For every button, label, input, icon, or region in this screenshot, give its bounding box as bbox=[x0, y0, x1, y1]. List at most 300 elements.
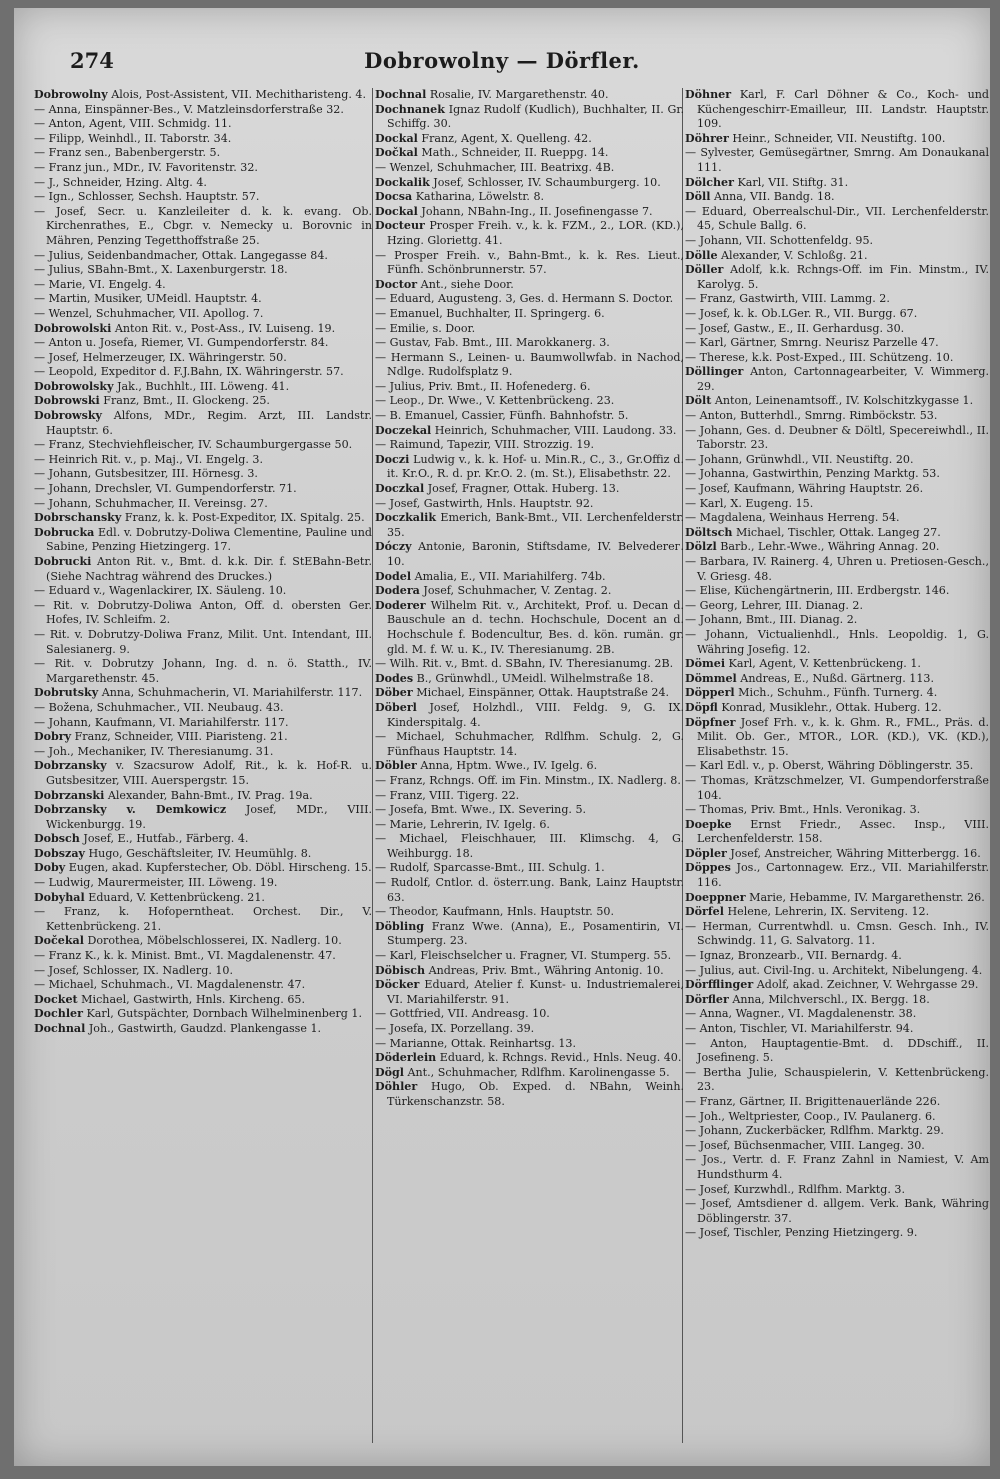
entry-details: — Barbara, IV. Rainerg. 4, Uhren u. Pretiosen-Gesch., V. Griesg. 48. bbox=[685, 555, 989, 583]
column-divider bbox=[372, 88, 373, 1443]
entry-surname: Dölle bbox=[685, 248, 718, 262]
directory-entry bbox=[375, 292, 684, 307]
entry-details: — Karl, X. Eugeng. 15. bbox=[685, 496, 814, 510]
directory-entry bbox=[685, 249, 989, 264]
directory-entry bbox=[34, 686, 372, 701]
entry-details: — Jos., Vertr. d. F. Franz Zahnl in Namiest, V. Am Hundsthurm 4. bbox=[685, 1153, 989, 1181]
directory-entry bbox=[375, 511, 684, 540]
entry-details: — Hermann S., Leinen- u. Baumwollwfab. in Nachod, Ndlge. Rudolfsplatz 9. bbox=[375, 350, 684, 379]
directory-entry bbox=[375, 599, 684, 657]
directory-entry bbox=[375, 570, 684, 585]
directory-entry bbox=[685, 599, 989, 614]
entry-details: Michael, Gastwirth, Hnls. Kircheng. 65. bbox=[77, 992, 305, 1006]
directory-entry bbox=[34, 599, 372, 628]
entry-details: — Julius, Seidenbandmacher, Ottak. Langegasse 84. bbox=[34, 248, 328, 262]
entry-details: Franz, k. k. Post-Expeditor, IX. Spitalg. 25. bbox=[121, 511, 365, 525]
directory-entry bbox=[375, 394, 684, 409]
entry-details: Anton, Leinenamtsoff., IV. Kolschitzkygasse 1. bbox=[711, 394, 974, 408]
entry-surname: Doczkalik bbox=[375, 511, 437, 525]
directory-entry bbox=[685, 336, 989, 351]
entry-details: Karl, F. Carl Döhner & Co., Koch- und Küchengeschirr-Emailleur, III. Landstr. Hauptstr. 109. bbox=[697, 88, 989, 131]
entry-details: — Theodor, Kaufmann, Hnls. Hauptstr. 50. bbox=[375, 905, 614, 919]
entry-details: B., Grünwhdl., UMeidl. Wilhelmstraße 18. bbox=[413, 671, 654, 685]
entry-surname: Dobrucki bbox=[34, 555, 92, 568]
directory-entry bbox=[34, 146, 372, 161]
directory-entry bbox=[685, 847, 989, 862]
directory-entry bbox=[34, 117, 372, 132]
directory-entry bbox=[685, 891, 989, 906]
entry-details: — Johann, Drechsler, VI. Gumpendorferstr. 71. bbox=[34, 482, 297, 496]
directory-entry bbox=[685, 482, 989, 497]
entry-details: — Johann, Schuhmacher, II. Vereinsg. 27. bbox=[34, 496, 268, 510]
directory-entry bbox=[685, 424, 989, 453]
entry-details: Joh., Gastwirth, Gaudzd. Plankengasse 1. bbox=[85, 1022, 322, 1035]
directory-entry bbox=[375, 964, 684, 979]
directory-entry bbox=[685, 964, 989, 979]
entry-details: Franz Wwe. (Anna), E., Posamentirin, VI. Stumperg. 23. bbox=[387, 919, 684, 948]
entry-surname: Dobrowski bbox=[34, 394, 100, 408]
entry-surname: Dodel bbox=[375, 569, 412, 583]
entry-surname: Doepke bbox=[685, 817, 732, 831]
entry-details: Mich., Schuhm., Fünfh. Turnerg. 4. bbox=[734, 686, 938, 700]
entry-details: — Ludwig, Maurermeister, III. Löweng. 19. bbox=[34, 876, 278, 890]
directory-entry bbox=[685, 993, 989, 1008]
directory-entry bbox=[375, 307, 684, 322]
directory-entry bbox=[34, 847, 372, 862]
directory-entry bbox=[34, 292, 372, 307]
entry-details: — Johann, Grünwhdl., VII. Neustiftg. 20. bbox=[685, 452, 914, 466]
directory-entry bbox=[375, 322, 684, 337]
directory-entry bbox=[375, 584, 684, 599]
entry-details: Wilhelm Rit. v., Architekt, Prof. u. Decan d. Bauschule an d. techn. Hochschule, Docent an d. Hochschule f. Bodencultur, Bes. d. kön. rumän. gr. gld. M. f. W. u. K., IV. Theresianumg. 2B. bbox=[387, 598, 684, 656]
entry-surname: Döbler bbox=[375, 759, 417, 773]
entry-details: Adolf, akad. Zeichner, V. Wehrgasse 29. bbox=[753, 978, 979, 992]
directory-entry bbox=[685, 1110, 989, 1125]
directory-entry bbox=[375, 453, 684, 482]
directory-entry bbox=[375, 161, 684, 176]
directory-entry bbox=[685, 511, 989, 526]
entry-details: — Marie, Lehrerin, IV. Igelg. 6. bbox=[375, 817, 550, 831]
entry-details: Michael, Einspänner, Ottak. Hauptstraße 24. bbox=[412, 686, 670, 700]
entry-details: — Josef, Secr. u. Kanzleileiter d. k. k. evang. Ob. Kirchenrathes, E., Cbgr. v. Nemecky u. Borovnic in Mähren, Penzing Tegetthoffstraße 25. bbox=[34, 204, 372, 247]
directory-entry bbox=[685, 1066, 989, 1095]
entry-details: — Franz jun., MDr., IV. Favoritenstr. 32. bbox=[34, 160, 258, 174]
entry-surname: Doeppner bbox=[685, 890, 746, 904]
directory-entry bbox=[685, 628, 989, 657]
directory-entry bbox=[685, 526, 989, 541]
directory-entry bbox=[34, 511, 372, 526]
entry-details: Anna, Hptm. Wwe., IV. Igelg. 6. bbox=[416, 759, 598, 773]
entry-surname: Dörfel bbox=[685, 905, 724, 919]
entry-details: — Julius, aut. Civil-Ing. u. Architekt, Nibelungeng. 4. bbox=[685, 963, 983, 977]
directory-entry bbox=[685, 540, 989, 555]
entry-surname: Dörfflinger bbox=[685, 978, 754, 992]
entry-surname: Dobrowsky bbox=[34, 409, 102, 423]
entry-details: — Julius, SBahn-Bmt., X. Laxenburgerstr. 18. bbox=[34, 263, 288, 277]
entry-details: Barb., Lehr.-Wwe., Währing Annag. 20. bbox=[716, 540, 940, 554]
entry-details: — Johann, Ges. d. Deubner & Döltl, Specereiwhdl., II. Taborstr. 23. bbox=[685, 423, 989, 452]
directory-entry bbox=[375, 497, 684, 512]
directory-entry bbox=[685, 978, 989, 993]
directory-entry bbox=[375, 424, 684, 439]
entry-surname: Doby bbox=[34, 861, 66, 875]
directory-entry bbox=[34, 526, 372, 555]
entry-details: — Anna, Einspänner-Bes., V. Matzleinsdorferstraße 32. bbox=[34, 102, 344, 116]
entry-details: Emerich, Bank-Bmt., VII. Lerchenfelderstr. 35. bbox=[387, 511, 684, 539]
entry-surname: Dobrowolsky bbox=[34, 379, 114, 393]
directory-entry bbox=[34, 993, 372, 1008]
directory-entry bbox=[685, 613, 989, 628]
entry-details: Hugo, Geschäftsleiter, IV. Heumühlg. 8. bbox=[84, 846, 312, 860]
directory-entry bbox=[685, 1095, 989, 1110]
entry-details: — Eduard v., Wagenlackirer, IX. Säuleng. 10. bbox=[34, 584, 287, 598]
directory-entry bbox=[34, 482, 372, 497]
directory-entry bbox=[375, 686, 684, 701]
entry-details: — Karl, Fleischselcher u. Fragner, VI. Stumperg. 55. bbox=[375, 949, 672, 963]
entry-details: Ant., Schuhmacher, Rdlfhm. Karolinengasse 5. bbox=[404, 1065, 670, 1079]
entry-details: — Joh., Weltpriester, Coop., IV. Paulanerg. 6. bbox=[685, 1109, 936, 1123]
directory-entry bbox=[375, 818, 684, 833]
directory-entry bbox=[375, 380, 684, 395]
page-number: 274 bbox=[70, 48, 114, 73]
entry-details: Eduard, Atelier f. Kunst- u. Industriemalerei, VI. Mariahilferstr. 91. bbox=[387, 978, 684, 1006]
entry-surname: Döbisch bbox=[375, 963, 426, 977]
directory-entry bbox=[375, 409, 684, 424]
directory-entry bbox=[685, 234, 989, 249]
entry-details: Rosalie, IV. Margarethenstr. 40. bbox=[426, 88, 609, 101]
entry-details: — Julius, Priv. Bmt., II. Hofenederg. 6. bbox=[375, 379, 591, 393]
entry-surname: Dölt bbox=[685, 394, 712, 408]
directory-entry bbox=[34, 628, 372, 657]
directory-entry bbox=[375, 146, 684, 161]
entry-surname: Döller bbox=[685, 263, 724, 277]
entry-details: Adolf, k.k. Rchngs-Off. im Fin. Minstm., IV. Karolyg. 5. bbox=[697, 263, 989, 291]
directory-entry bbox=[685, 1153, 989, 1182]
directory-entry bbox=[34, 380, 372, 395]
entry-details: — Ign., Schlosser, Sechsh. Hauptstr. 57. bbox=[34, 190, 260, 204]
directory-entry bbox=[685, 818, 989, 847]
entry-surname: Dobrucka bbox=[34, 525, 95, 539]
entry-surname: Dobrowolski bbox=[34, 321, 112, 335]
directory-entry bbox=[375, 540, 684, 569]
entry-details: — Johann, Kaufmann, VI. Mariahilferstr. 117. bbox=[34, 715, 289, 729]
entry-surname: Döllinger bbox=[685, 365, 744, 379]
directory-entry bbox=[685, 803, 989, 818]
entry-details: — Rit. v. Dobrutzy-Doliwa Franz, Milit. Unt. Intendant, III. Salesianerg. 9. bbox=[34, 627, 372, 656]
entry-surname: Döpler bbox=[685, 846, 727, 860]
entry-surname: Döhrer bbox=[685, 131, 729, 145]
directory-entry bbox=[34, 789, 372, 804]
directory-entry bbox=[34, 190, 372, 205]
entry-details: Math., Schneider, II. Rueppg. 14. bbox=[417, 146, 609, 160]
entry-details: Ludwig v., k. k. Hof- u. Min.R., C., 3., Gr.Offiz d. it. Kr.O., R. d. pr. Kr.O. 2. (m. St.), Elisabethstr. 22. bbox=[387, 452, 684, 481]
directory-entry bbox=[34, 949, 372, 964]
entry-details: Anna, VII. Bandg. 18. bbox=[710, 190, 835, 204]
entry-details: Anton, Cartonnagearbeiter, V. Wimmerg. 29. bbox=[697, 365, 989, 393]
directory-entry bbox=[685, 905, 989, 920]
entry-surname: Dockalik bbox=[375, 175, 430, 189]
directory-entry bbox=[34, 584, 372, 599]
entry-details: Antonie, Baronin, Stiftsdame, IV. Belvederег. 10. bbox=[387, 540, 684, 568]
entry-details: Anton Rit. v., Bmt. d. k.k. Dir. f. StEBahn-Betr. (Siehe Nachtrag während des Druckes.) bbox=[46, 555, 372, 583]
directory-entry bbox=[34, 701, 372, 716]
directory-entry bbox=[375, 205, 684, 220]
directory-column-2 bbox=[375, 88, 684, 1448]
entry-surname: Döhner bbox=[685, 88, 732, 101]
directory-entry bbox=[685, 146, 989, 175]
entry-details: Josef, MDr., VIII. Wickenburgg. 19. bbox=[46, 803, 372, 831]
entry-details: Karl, Gutspächter, Dornbach Wilhelminenberg 1. bbox=[82, 1007, 362, 1021]
entry-surname: Döderlein bbox=[375, 1051, 437, 1065]
entry-surname: Dočekal bbox=[34, 934, 84, 948]
directory-entry bbox=[685, 1197, 989, 1226]
directory-entry bbox=[375, 861, 684, 876]
entry-surname: Docteur bbox=[375, 219, 425, 233]
entry-details: Marie, Hebamme, IV. Margarethenstr. 26. bbox=[745, 890, 985, 904]
entry-details: — Anna, Wagner., VI. Magdalenenstr. 38. bbox=[685, 1007, 917, 1021]
entry-details: Johann, NBahn-Ing., II. Josefinengasse 7. bbox=[417, 204, 653, 218]
entry-details: v. Szacsurow Adolf, Rit., k. k. Hof-R. u. Gutsbesitzer, VIII. Auerspergstr. 15. bbox=[46, 759, 372, 787]
directory-entry bbox=[375, 351, 684, 380]
entry-details: — Franz, Gastwirth, VIII. Lammg. 2. bbox=[685, 292, 890, 306]
entry-details: Ant., siehe Door. bbox=[417, 277, 514, 291]
entry-surname: Dobrzansky bbox=[34, 759, 107, 773]
directory-entry bbox=[685, 686, 989, 701]
entry-details: — Johann, VII. Schottenfeldg. 95. bbox=[685, 233, 874, 247]
entry-details: Josef, Schuhmacher, V. Zentag. 2. bbox=[419, 584, 612, 598]
directory-entry bbox=[375, 249, 684, 278]
directory-entry bbox=[375, 103, 684, 132]
directory-entry bbox=[34, 278, 372, 293]
entry-details: — Franz sen., Babenbergerstr. 5. bbox=[34, 146, 221, 160]
entry-surname: Dochnal bbox=[34, 1022, 86, 1035]
directory-entry bbox=[375, 920, 684, 949]
entry-details: Hugo, Ob. Exped. d. NBahn, Weinh. Türkenschanzstr. 58. bbox=[387, 1080, 684, 1108]
entry-details: Katharina, Löwelstr. 8. bbox=[412, 190, 545, 204]
directory-entry bbox=[34, 1007, 372, 1022]
entry-surname: Dobrzanski bbox=[34, 788, 105, 802]
directory-entry bbox=[375, 803, 684, 818]
directory-entry bbox=[375, 657, 684, 672]
directory-entry bbox=[34, 307, 372, 322]
entry-details: Jos., Cartonnagew. Erz., VII. Mariahilferstr. 116. bbox=[697, 861, 989, 890]
directory-entry bbox=[685, 190, 989, 205]
entry-details: — Bertha Julie, Schauspielerin, V. Kettenbrückeng. 23. bbox=[685, 1065, 989, 1094]
directory-entry bbox=[34, 832, 372, 847]
entry-details: Josef, Schlosser, IV. Schaumburgerg. 10. bbox=[429, 175, 661, 189]
entry-details: — Therese, k.k. Post-Exped., III. Schützeng. 10. bbox=[685, 350, 954, 364]
entry-details: — Prosper Freih. v., Bahn-Bmt., k. k. Res. Lieut., Fünfh. Schönbrunnerstr. 57. bbox=[375, 248, 684, 277]
directory-entry bbox=[685, 1139, 989, 1154]
entry-details: Edl. v. Dobrutzy-Doliwa Clementine, Pauline und Sabine, Penzing Hietzingerg. 17. bbox=[46, 525, 372, 554]
entry-details: — Georg, Lehrer, III. Dianag. 2. bbox=[685, 598, 864, 612]
entry-details: — Franz, Stechviehfleischer, IV. Schaumburgergasse 50. bbox=[34, 438, 353, 452]
entry-details: — Josef, Büchsenmacher, VIII. Langeg. 30. bbox=[685, 1138, 925, 1152]
entry-surname: Döcker bbox=[375, 978, 420, 992]
entry-details: — Josef, Tischler, Penzing Hietzingerg. 9. bbox=[685, 1226, 918, 1240]
directory-entry bbox=[375, 832, 684, 861]
entry-surname: Dockal bbox=[375, 131, 418, 145]
entry-details: Andreas, Priv. Bmt., Währing Antonig. 10. bbox=[425, 963, 664, 977]
directory-entry bbox=[375, 1007, 684, 1022]
entry-details: — Božena, Schuhmacher., VII. Neubaug. 43. bbox=[34, 700, 284, 714]
entry-details: — Rit. v. Dobrutzy Johann, Ing. d. n. ö. Statth., IV. Margarethenstr. 45. bbox=[34, 657, 372, 685]
entry-details: — Heinrich Rit. v., p. Maj., VI. Engelg. 3. bbox=[34, 452, 264, 466]
directory-entry bbox=[685, 1226, 989, 1241]
entry-details: — Eduard, Augusteng. 3, Ges. d. Hermann S. Doctor. bbox=[375, 292, 674, 306]
entry-details: — Ignaz, Bronzearb., VII. Bernardg. 4. bbox=[685, 949, 902, 963]
directory-entry bbox=[375, 1022, 684, 1037]
directory-entry bbox=[375, 701, 684, 730]
entry-details: — Wenzel, Schuhmacher, VII. Apollog. 7. bbox=[34, 306, 264, 320]
entry-details: — Johanna, Gastwirthin, Penzing Marktg. 53. bbox=[685, 467, 940, 481]
entry-details: — Franz, Gärtner, II. Brigittenauerlände 226. bbox=[685, 1094, 941, 1108]
entry-details: Josef Frh. v., k. k. Ghm. R., FML., Präs. d. Milit. Ob. Ger., MTOR., LOR. (KD.), VK. (KD.), Elisabethstr. 15. bbox=[697, 715, 989, 758]
entry-details: — Anton, Hauptagentie-Bmt. d. DDschiff., II. Josefineng. 5. bbox=[685, 1036, 989, 1065]
entry-surname: Döberl bbox=[375, 700, 417, 714]
directory-entry bbox=[375, 876, 684, 905]
directory-entry bbox=[685, 1037, 989, 1066]
entry-details: Alfons, MDr., Regim. Arzt, III. Landstr. Hauptstr. 6. bbox=[46, 409, 372, 437]
entry-details: Karl, Agent, V. Kettenbrückeng. 1. bbox=[725, 657, 921, 671]
entry-surname: Döpperl bbox=[685, 686, 735, 700]
entry-surname: Dögl bbox=[375, 1065, 404, 1079]
directory-entry bbox=[685, 1124, 989, 1139]
entry-details: — Gustav, Fab. Bmt., III. Marokkanerg. 3. bbox=[375, 336, 610, 350]
entry-details: — Josef, Gastwirth, Hnls. Hauptstr. 92. bbox=[375, 496, 594, 510]
entry-details: Anna, Schuhmacherin, VI. Mariahilferstr. 117. bbox=[98, 686, 363, 700]
entry-surname: Dömei bbox=[685, 657, 726, 671]
directory-entry bbox=[375, 1051, 684, 1066]
entry-details: — Josef, Gastw., E., II. Gerhardusg. 30. bbox=[685, 321, 905, 335]
directory-entry bbox=[375, 672, 684, 687]
directory-entry bbox=[685, 176, 989, 191]
directory-entry bbox=[685, 861, 989, 890]
directory-entry bbox=[375, 1066, 684, 1081]
entry-details: Josef, E., Hutfab., Färberg. 4. bbox=[79, 832, 249, 846]
entry-surname: Döppes bbox=[685, 861, 731, 875]
entry-surname: Döltsch bbox=[685, 525, 733, 539]
entry-surname: Dobry bbox=[34, 730, 72, 744]
entry-details: — Eduard, Oberrealschul-Dir., VII. Lerchenfelderstr. 45, Schule Ballg. 6. bbox=[685, 204, 989, 233]
directory-entry bbox=[34, 336, 372, 351]
entry-surname: Doczi bbox=[375, 452, 410, 466]
entry-details: — Filipp, Weinhdl., II. Taborstr. 34. bbox=[34, 131, 232, 145]
entry-details: Alois, Post-Assistent, VII. Mechitharisteng. 4. bbox=[107, 88, 367, 101]
directory-entry bbox=[685, 365, 989, 394]
entry-details: — Franz, k. Hofoperntheat. Orchest. Dir., V. Kettenbrückeng. 21. bbox=[34, 905, 372, 933]
directory-column-3 bbox=[685, 88, 989, 1448]
directory-entry bbox=[375, 176, 684, 191]
entry-details: Prosper Freih. v., k. k. FZM., 2., LOR. (KD.), Hzing. Gloriettg. 41. bbox=[387, 219, 684, 247]
entry-details: — Wilh. Rit. v., Bmt. d. SBahn, IV. Theresianumg. 2B. bbox=[375, 657, 674, 671]
directory-entry bbox=[375, 438, 684, 453]
entry-surname: Dobsch bbox=[34, 832, 80, 846]
entry-surname: Döpfner bbox=[685, 715, 736, 729]
entry-details: — Magdalena, Weinhaus Herreng. 54. bbox=[685, 511, 900, 525]
directory-entry bbox=[34, 934, 372, 949]
entry-details: — Herman, Currentwhdl. u. Cmsn. Gesch. Inh., IV. Schwindg. 11, G. Salvatorg. 11. bbox=[685, 919, 989, 948]
entry-details: — Wenzel, Schuhmacher, III. Beatrixg. 4B. bbox=[375, 160, 615, 174]
directory-entry bbox=[34, 322, 372, 337]
directory-entry bbox=[375, 905, 684, 920]
entry-details: — Thomas, Priv. Bmt., Hnls. Veronikag. 3. bbox=[685, 803, 921, 817]
entry-surname: Doctor bbox=[375, 277, 418, 291]
entry-details: — Elise, Küchengärtnerin, III. Erdbergstr. 146. bbox=[685, 584, 950, 598]
entry-details: Jak., Buchhlt., III. Löweng. 41. bbox=[113, 379, 290, 393]
directory-entry bbox=[375, 219, 684, 248]
directory-entry bbox=[685, 409, 989, 424]
entry-details: — Johann, Zuckerbäcker, Rdlfhm. Marktg. 29. bbox=[685, 1124, 944, 1138]
directory-entry bbox=[685, 657, 989, 672]
entry-details: Dorothea, Möbelschlosserei, IX. Nadlerg. 10. bbox=[83, 934, 342, 948]
entry-surname: Docsa bbox=[375, 190, 413, 204]
entry-surname: Döbling bbox=[375, 919, 425, 933]
entry-details: Anna, Milchverschl., IX. Bergg. 18. bbox=[728, 992, 930, 1006]
entry-surname: Döll bbox=[685, 190, 711, 204]
entry-surname: Dodera bbox=[375, 584, 420, 598]
directory-entry bbox=[375, 336, 684, 351]
entry-details: — Marie, VI. Engelg. 4. bbox=[34, 277, 166, 291]
directory-entry bbox=[34, 905, 372, 934]
entry-surname: Dochnal bbox=[375, 88, 427, 101]
directory-entry bbox=[685, 453, 989, 468]
directory-entry bbox=[685, 759, 989, 774]
directory-entry bbox=[34, 891, 372, 906]
entry-surname: Dobrutsky bbox=[34, 686, 99, 700]
entry-surname: Dochler bbox=[34, 1007, 83, 1021]
directory-entry bbox=[34, 161, 372, 176]
directory-entry bbox=[34, 467, 372, 482]
entry-details: — B. Emanuel, Cassier, Fünfh. Bahnhofstr. 5. bbox=[375, 409, 629, 423]
directory-entry bbox=[685, 467, 989, 482]
entry-details: — Josef, Helmerzeuger, IX. Währingerstr. 50. bbox=[34, 350, 287, 364]
directory-entry bbox=[685, 322, 989, 337]
directory-entry bbox=[34, 555, 372, 584]
directory-entry bbox=[375, 730, 684, 759]
entry-details: Eduard, V. Kettenbrückeng. 21. bbox=[84, 890, 265, 904]
directory-entry bbox=[685, 205, 989, 234]
entry-details: — Sylvester, Gemüsegärtner, Smrng. Am Donaukanal 111. bbox=[685, 146, 989, 174]
entry-details: — Karl Edl. v., p. Oberst, Währing Döblingerstr. 35. bbox=[685, 759, 974, 773]
running-head: Dobrowolny — Dörfler. bbox=[364, 48, 640, 73]
entry-details: — Josef, Schlosser, IX. Nadlerg. 10. bbox=[34, 963, 234, 977]
entry-details: — Martin, Musiker, UMeidl. Hauptstr. 4. bbox=[34, 292, 262, 306]
directory-entry bbox=[34, 88, 372, 103]
entry-details: Alexander, V. Schloßg. 21. bbox=[717, 248, 868, 262]
entry-details: — Josef, Amtsdiener d. allgem. Verk. Bank, Währing Döblingerstr. 37. bbox=[685, 1197, 989, 1225]
directory-entry bbox=[685, 920, 989, 949]
directory-column-1 bbox=[34, 88, 372, 1448]
directory-entry bbox=[375, 774, 684, 789]
entry-details: — Johann, Victualienhdl., Hnls. Leopoldig. 1, G. Währing Josefig. 12. bbox=[685, 627, 989, 656]
directory-entry bbox=[34, 759, 372, 788]
entry-surname: Dörfler bbox=[685, 992, 729, 1006]
entry-surname: Dölzl bbox=[685, 540, 717, 554]
directory-entry bbox=[34, 657, 372, 686]
entry-details: — Raimund, Tapezir, VIII. Strozzig. 19. bbox=[375, 438, 594, 452]
entry-details: — Michael, Schuhmach., VI. Magdalenenstr. 47. bbox=[34, 978, 306, 992]
directory-entry bbox=[375, 1037, 684, 1052]
directory-entry bbox=[685, 307, 989, 322]
directory-entry bbox=[685, 292, 989, 307]
directory-entry bbox=[375, 949, 684, 964]
entry-details: Eduard, k. Rchngs. Revid., Hnls. Neug. 40. bbox=[436, 1051, 682, 1065]
directory-entry bbox=[685, 263, 989, 292]
directory-entry bbox=[685, 132, 989, 147]
entry-details: Ernst Friedr., Assec. Insp., VIII. Lerchenfelderstr. 158. bbox=[697, 817, 989, 846]
directory-entry bbox=[34, 351, 372, 366]
